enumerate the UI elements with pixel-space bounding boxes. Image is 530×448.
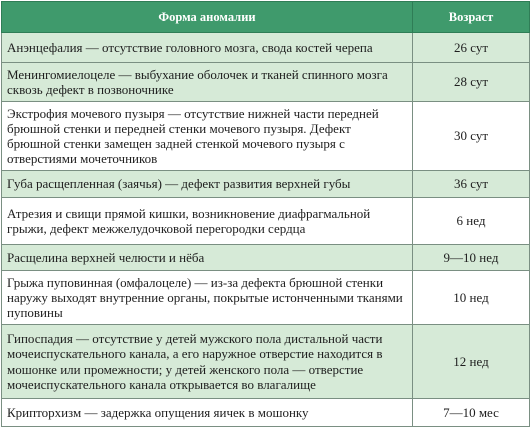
anomaly-cell: Губа расщепленная (заячья) — дефект развития верхней губы [2,171,413,198]
anomaly-cell: Экстрофия мочевого пузыря — отсутствие нижней части передней брюшной стенки и передней стенки мочевого пузыря. Дефект брюшной стенки замещен задней стенкой мочевого пузыря с отверстиями мочеточников [2,102,413,171]
table-row [2,245,530,271]
table-row [2,33,530,63]
anomaly-cell: Анэнцефалия — отсутствие головного мозга, свода костей черепа [2,33,413,63]
anomaly-age-table [1,1,530,427]
table-row [2,102,530,171]
age-cell: 28 сут [413,63,530,102]
table-row [2,271,530,325]
anomaly-cell: Атрезия и свищи прямой кишки, возникновение диафрагмальной грыжи, дефект межжелудочковой перегородки сердца [2,198,413,245]
anomaly-cell: Менингомиелоцеле — выбухание оболочек и тканей спинного мозга сквозь дефект в позвоночнике [2,63,413,102]
table-row [2,63,530,102]
table-row [2,399,530,427]
age-cell: 9—10 нед [413,245,530,271]
age-cell: 30 сут [413,102,530,171]
table-row [2,325,530,399]
age-cell: 7—10 мес [413,399,530,427]
anomaly-cell: Расщелина верхней челюсти и нёба [2,245,413,271]
table-header-row [2,2,530,33]
table-row [2,171,530,198]
anomaly-cell: Гипоспадия — отсутствие у детей мужского пола дистальной части мочеиспускательного канала, а его наружное отверстие находится в мошонке или промежности; у детей женского пола — отверстие мочеиспускательного канала открывается во влагалище [2,325,413,399]
anomaly-cell: Грыжа пуповинная (омфалоцеле) — из-за дефекта брюшной стенки наружу выходят внутренние органы, покрытые истонченными тканями пуповины [2,271,413,325]
header-age: Возраст [413,2,530,33]
table-row [2,198,530,245]
age-cell: 12 нед [413,325,530,399]
age-cell: 6 нед [413,198,530,245]
age-cell: 26 сут [413,33,530,63]
age-cell: 36 сут [413,171,530,198]
anomaly-cell: Крипторхизм — задержка опущения яичек в мошонку [2,399,413,427]
header-anomaly-form: Форма аномалии [2,2,413,33]
age-cell: 10 нед [413,271,530,325]
